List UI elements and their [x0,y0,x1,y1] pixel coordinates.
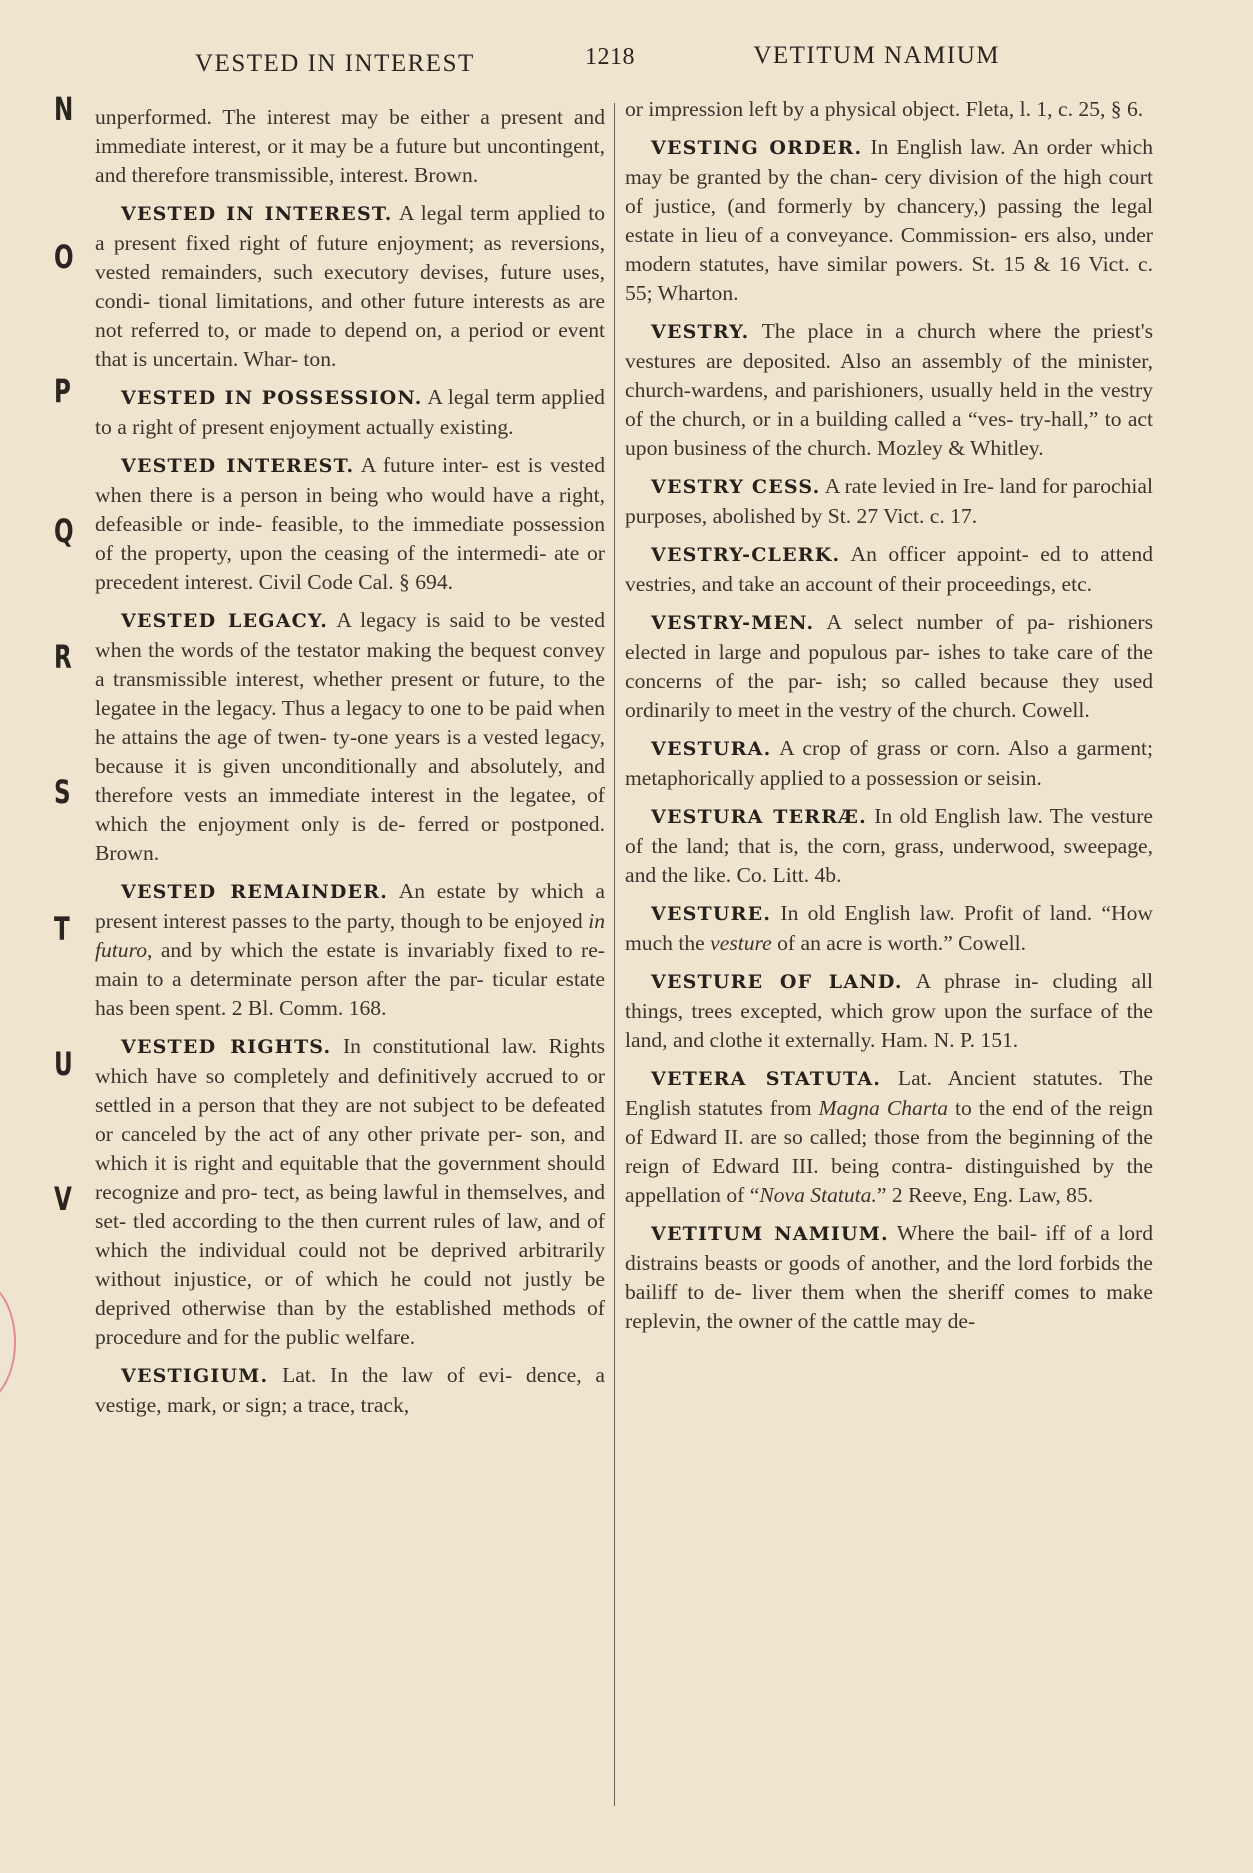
entry-term: VESTRY-CLERK. [651,544,841,566]
entry-term: VESTRY CESS. [651,476,821,498]
entry-text: A future inter- est is vested when there is a person in being who would have a right, defeasible or inde- feasible, to the immediate possession of the property, upon the ceasing of the intermedi- ate or precedent interest. Civil Code Cal. § 694. [95,453,605,594]
left-column [95,103,605,1429]
dictionary-entry [95,877,605,1023]
thumb-index-r[interactable]: R [54,638,72,676]
entry-text: The place in a church where the priest's vestures are deposited. Also an assembly of the minister, church-wardens, and parishioners, usually held in the vestry of the church, or in a building called a “ves- try-hall,” to act upon business of the church. Mozley & Whitley. [625,319,1153,460]
entry-text: A legal term applied to a present fixed right of future enjoyment; as reversions, vested remainders, such executory devises, future uses, condi- tional limitations, and other future interests as are not referred to, or made to depend on, a period or event that is uncertain. Whar- ton. [95,201,605,371]
dictionary-entry [95,1032,605,1352]
thumb-index-p[interactable]: P [54,372,71,410]
dictionary-entry [625,802,1153,890]
entry-term: VETITUM NAMIUM. [651,1223,889,1245]
entry-text: Lat. In the law of evi- dence, a vestige, mark, or sign; a trace, track, [95,1363,605,1417]
entry-text: In constitutional law. Rights which have so completely and definitively accrued to or settled in a person that they are not subject to be defeated or canceled by the act of any other private per- son, and which it is right and equitable that the government should recognize and pro- tect, as being lawful in themselves, and set- tled according to the then current rules of law, and of which the individual could not be deprived arbitrarily without injustice, or of which he could not justly be deprived otherwise than by the established methods of procedure and for the public welfare. [95,1034,605,1349]
thumb-index-v[interactable]: V [54,1180,72,1218]
dictionary-entry [625,472,1153,531]
entry-italic: Nova Statuta. [759,1183,877,1207]
entry-term: VESTED INTEREST. [121,455,355,477]
entry-italic: in futuro [95,909,605,962]
dictionary-entry [625,95,1153,124]
entry-term: VESTING ORDER. [651,137,863,159]
dictionary-entry [95,451,605,597]
entry-text: or impression left by a physical object. Fleta, l. 1, c. 25, § 6. [625,97,1144,121]
dictionary-entry [625,133,1153,308]
thumb-index-s[interactable]: S [54,773,71,811]
entry-text: A crop of grass or corn. Also a garment; metaphorically applied to a possession or seisin. [625,736,1153,790]
entry-term: VESTURE OF LAND. [651,971,903,993]
entry-term: VESTRY. [651,321,750,343]
dictionary-entry [625,540,1153,599]
thumb-tab-edge [0,1280,16,1404]
dictionary-entry [625,317,1153,463]
entry-text: In old English law. The vesture of the land; that is, the corn, grass, underwood, sweepage, and the like. Co. Litt. 4b. [625,804,1153,887]
thumb-index-o[interactable]: O [54,238,74,276]
entry-text: Where the bail- iff of a lord distrains beasts or goods of another, and the lord forbids the bailiff to de- liver them when the sheriff comes to make replevin, the owner of the cattle may de- [625,1221,1153,1333]
entry-italic: Magna Charta [818,1096,949,1120]
dictionary-entry [625,608,1153,725]
dictionary-entry [625,1064,1153,1210]
header-right-guideword: VETITUM NAMIUM [753,42,1000,69]
right-column [625,95,1153,1345]
entry-text: An estate by which a present interest passes to the party, though to be enjoyed [95,879,605,933]
entry-text: A legal term applied to a right of present enjoyment actually existing. [95,385,605,439]
dictionary-entry [95,1361,605,1420]
page-number: 1218 [585,44,635,70]
entry-term: VESTRY-MEN. [651,612,815,634]
column-divider [614,103,615,1806]
dictionary-entry [95,383,605,442]
entry-text: In English law. An order which may be granted by the chan- cery division of the high court of justice, (and formerly by chancery,) passing the legal estate in lieu of a conveyance. Commission- ers also, under modern statutes, have similar powers. St. 15 & 16 Vict. c. 55; Wharton. [625,135,1154,305]
dictionary-entry [95,606,605,868]
entry-term: VESTED LEGACY. [121,610,329,632]
thumb-index-q[interactable]: Q [54,512,74,550]
dictionary-entry [625,1219,1153,1336]
dictionary-entry [625,967,1153,1055]
entry-text: A select number of pa- rishioners elected in large and populous par- ishes to take care of the concerns of the par- ish; so called because they used ordinarily to meet in the vestry of the church. Cowell. [625,610,1153,722]
dictionary-entry [625,734,1153,793]
entry-text: A rate levied in Ire- land for parochial purposes, abolished by St. 27 Vict. c. 17. [625,474,1153,528]
entry-term: VESTURA. [651,738,772,760]
entry-text: ” 2 Reeve, Eng. Law, 85. [876,1183,1094,1207]
entry-term: VESTED IN INTEREST. [121,203,393,225]
entry-text: of an acre is worth.” Cowell. [771,931,1026,955]
entry-text: An officer appoint- ed to attend vestries, and take an account of their proceedings, etc. [625,542,1153,596]
thumb-index-t[interactable]: T [54,910,70,948]
header-left-guideword: VESTED IN INTEREST [195,50,475,77]
entry-term: VESTED REMAINDER. [121,881,389,903]
entry-text: Lat. Ancient statutes. The English statutes from [625,1066,1153,1120]
entry-term: VESTED RIGHTS. [121,1036,332,1058]
dictionary-entry [95,199,605,374]
entry-term: VESTIGIUM. [121,1365,269,1387]
entry-text: A phrase in- cluding all things, trees excepted, which grow upon the surface of the land, and clothe it externally. Ham. N. P. 151. [625,969,1153,1052]
entry-text: , and by which the estate is invariably fixed to re- main to a determinate person after the par- ticular estate has been spent. 2 Bl. Comm. 168. [95,938,605,1020]
thumb-index-u[interactable]: U [54,1045,73,1083]
entry-term: VESTURE. [651,903,772,925]
entry-term: VETERA STATUTA. [651,1068,882,1090]
dictionary-entry [625,899,1153,958]
thumb-index-n[interactable]: N [54,90,74,128]
entry-term: VESTED IN POSSESSION. [121,387,423,409]
entry-text: to the end of the reign of Edward II. are so called; those from the beginning of the reign of Edward III. being contra- distinguished by the appellation of “ [625,1096,1153,1207]
entry-text: unperformed. The interest may be either a present and immediate interest, or it may be a future but uncontingent, and therefore transmissible, interest. Brown. [95,105,605,187]
entry-text: In old English law. Profit of land. “How much the [625,901,1153,955]
dictionary-entry [95,103,605,190]
entry-text: A legacy is said to be vested when the words of the testator making the bequest convey a transmissible interest, whether present or future, to the legatee in the legacy. Thus a legacy to one to be paid when he attains the age of twen- ty-one years is a vested legacy, because it is given unconditionally and absolutely, and therefore vests an immediate interest in the legatee, of which the enjoyment only is de- ferred or postponed. Brown. [95,608,606,865]
entry-term: VESTURA TERRÆ. [651,806,867,828]
running-header [190,38,1020,78]
entry-italic: vesture [710,931,772,955]
